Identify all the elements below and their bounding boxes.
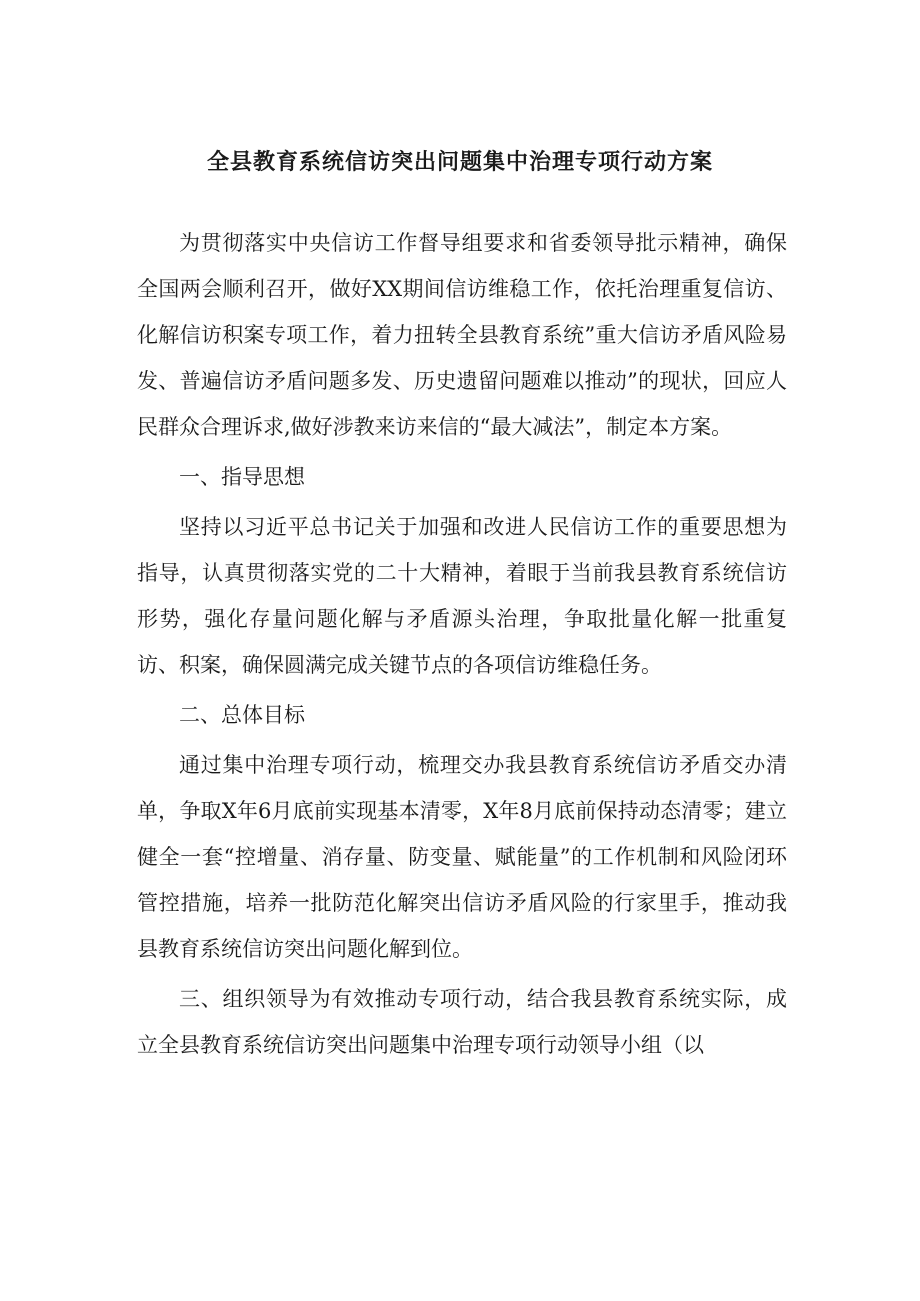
document-body (137, 220, 787, 1068)
document-title: 全县教育系统信访突出问题集中治理专项行动方案 (206, 149, 713, 175)
organization-leadership-paragraph: 三、组织领导为有效推动专项行动，结合我县教育系统实际，成立全县教育系统信访突出问题集中治理专项行动领导小组（以 (137, 987, 787, 1057)
section-heading-guiding-ideology: 一、指导思想 (179, 465, 305, 489)
overall-goal-paragraph: 通过集中治理专项行动，梳理交办我县教育系统信访矛盾交办清单，争取X年6月底前实现基本清零，X年8月底前保持动态清零；建立健全一套“控增量、消存量、防变量、赋能量”的工作机制和风险闭环管控措施，培养一批防范化解突出信访矛盾风险的行家里手，推动我县教育系统信访突出问题化解到位。 (137, 753, 787, 961)
guiding-ideology-paragraph: 坚持以习近平总书记关于加强和改进人民信访工作的重要思想为指导，认真贯彻落实党的二十大精神，着眼于当前我县教育系统信访形势，强化存量问题化解与矛盾源头治理，争取批量化解一批重复访、积案，确保圆满完成关键节点的各项信访维稳任务。 (137, 515, 787, 677)
section-heading-overall-goal: 二、总体目标 (179, 703, 305, 727)
intro-paragraph: 为贯彻落实中央信访工作督导组要求和省委领导批示精神，确保全国两会顺利召开，做好XX期间信访维稳工作，依托治理重复信访、化解信访积案专项工作，着力扭转全县教育系统”重大信访矛盾风险易发、普遍信访矛盾问题多发、历史遗留问题难以推动”的现状，回应人民群众合理诉求,做好涉教来访来信的“最大减法”，制定本方案。 (137, 231, 787, 439)
